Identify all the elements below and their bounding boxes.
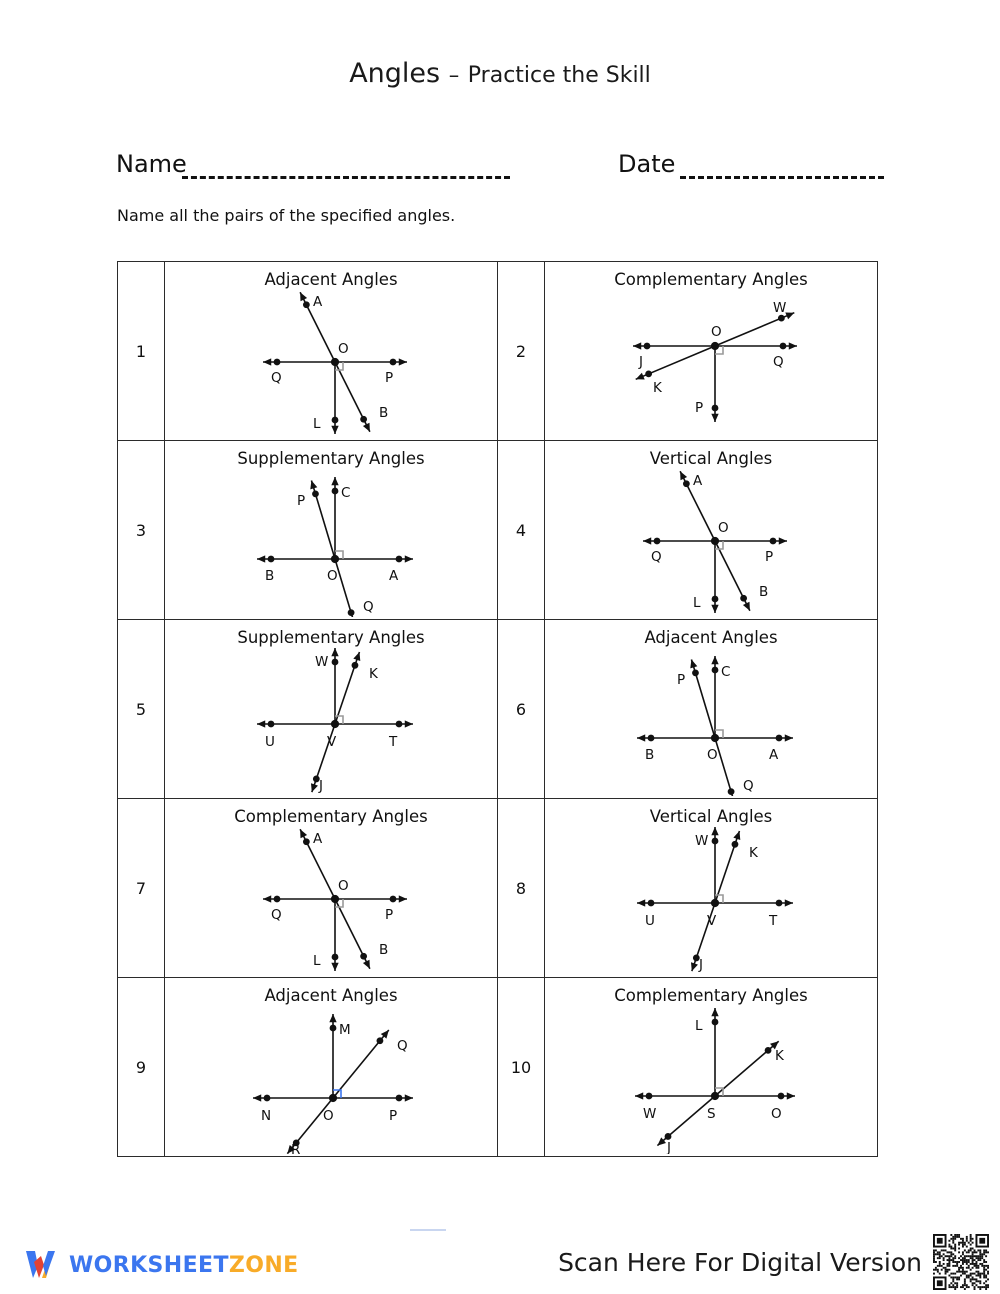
figure-title: Supplementary Angles xyxy=(237,628,425,647)
angle-diagram xyxy=(545,1000,877,1154)
name-date-row xyxy=(0,150,1000,190)
svg-text:L: L xyxy=(695,1018,703,1034)
problems-table-body xyxy=(118,262,878,1157)
table-row xyxy=(118,978,878,1157)
figure-title: Complementary Angles xyxy=(614,986,808,1005)
problem-number-cell xyxy=(498,978,545,1157)
svg-text:O: O xyxy=(707,747,718,763)
svg-text:A: A xyxy=(313,831,323,847)
figure-title: Adjacent Angles xyxy=(264,270,398,289)
svg-text:C: C xyxy=(341,485,351,501)
svg-text:N: N xyxy=(261,1108,272,1124)
problem-number-cell xyxy=(118,620,165,799)
problem-figure-cell[interactable] xyxy=(545,620,878,799)
figure-wrapper xyxy=(545,978,877,1156)
svg-text:O: O xyxy=(327,568,338,584)
problem-number-cell xyxy=(118,262,165,441)
svg-text:P: P xyxy=(695,400,704,416)
logo-text xyxy=(69,1253,299,1278)
svg-text:O: O xyxy=(338,878,349,894)
svg-text:O: O xyxy=(711,324,722,340)
svg-text:B: B xyxy=(759,584,769,600)
svg-text:S: S xyxy=(707,1106,716,1122)
svg-text:P: P xyxy=(385,370,394,386)
figure-title: Complementary Angles xyxy=(234,807,428,826)
svg-text:K: K xyxy=(775,1048,784,1064)
svg-text:J: J xyxy=(319,778,323,794)
figure-title: Supplementary Angles xyxy=(237,449,425,468)
qr-code-icon[interactable] xyxy=(930,1234,992,1290)
scan-prompt-text: Scan Here For Digital Version xyxy=(558,1248,922,1277)
svg-text:W: W xyxy=(315,654,329,670)
figure-wrapper xyxy=(165,799,497,977)
figure-title: Vertical Angles xyxy=(649,807,773,826)
svg-text:R: R xyxy=(291,1142,301,1154)
problem-number-cell xyxy=(498,441,545,620)
problem-number: 8 xyxy=(515,878,527,898)
svg-text:J: J xyxy=(639,354,643,370)
problem-figure-cell[interactable] xyxy=(545,262,878,441)
problem-number: 10 xyxy=(510,1057,532,1077)
svg-text:T: T xyxy=(389,734,398,750)
svg-text:P: P xyxy=(297,493,306,509)
figure-wrapper xyxy=(545,620,877,798)
angle-diagram xyxy=(165,284,497,438)
angle-diagram xyxy=(165,642,497,796)
figure-title: Complementary Angles xyxy=(614,270,808,289)
figure-title: Vertical Angles xyxy=(649,449,773,468)
figure-wrapper xyxy=(165,262,497,440)
svg-text:V: V xyxy=(327,734,337,750)
problem-number: 6 xyxy=(515,699,527,719)
problem-number: 7 xyxy=(135,878,147,898)
svg-text:W: W xyxy=(773,300,787,316)
problems-table xyxy=(117,261,878,1157)
svg-text:Q: Q xyxy=(363,599,374,615)
problem-figure-cell[interactable] xyxy=(165,262,498,441)
svg-text:K: K xyxy=(653,380,662,396)
svg-text:V: V xyxy=(707,913,717,929)
problem-figure-cell[interactable] xyxy=(545,799,878,978)
figure-wrapper xyxy=(545,799,877,977)
table-row xyxy=(118,262,878,441)
svg-text:P: P xyxy=(385,907,394,923)
angle-diagram xyxy=(545,821,877,975)
svg-text:O: O xyxy=(323,1108,334,1124)
table-row xyxy=(118,799,878,978)
footer-divider-tick xyxy=(410,1229,446,1231)
angle-diagram xyxy=(165,821,497,975)
figure-title: Adjacent Angles xyxy=(264,986,398,1005)
angle-diagram xyxy=(545,284,877,438)
title-dash: – xyxy=(448,63,460,87)
date-label: Date xyxy=(618,150,676,178)
figure-wrapper xyxy=(545,262,877,440)
problem-number: 5 xyxy=(135,699,147,719)
svg-text:Q: Q xyxy=(271,370,282,386)
problem-number-cell xyxy=(498,620,545,799)
svg-text:O: O xyxy=(771,1106,782,1122)
svg-text:W: W xyxy=(695,833,709,849)
svg-text:B: B xyxy=(379,942,389,958)
angle-diagram xyxy=(165,1000,497,1154)
problem-number: 9 xyxy=(135,1057,147,1077)
svg-text:M: M xyxy=(339,1022,351,1038)
angle-diagram xyxy=(545,463,877,617)
angle-diagram xyxy=(165,463,497,617)
directions-text: Name all the pairs of the specified angles. xyxy=(117,206,456,225)
svg-text:C: C xyxy=(721,664,731,680)
svg-text:U: U xyxy=(265,734,275,750)
svg-text:P: P xyxy=(389,1108,398,1124)
svg-text:Q: Q xyxy=(271,907,282,923)
svg-text:K: K xyxy=(369,666,378,682)
problem-number-cell xyxy=(118,978,165,1157)
figure-wrapper xyxy=(165,978,497,1156)
svg-text:J: J xyxy=(667,1140,671,1154)
svg-text:W: W xyxy=(643,1106,657,1122)
angle-diagram xyxy=(545,642,877,796)
problem-figure-cell[interactable] xyxy=(545,441,878,620)
name-label: Name xyxy=(116,150,187,178)
problem-figure-cell[interactable] xyxy=(165,799,498,978)
date-input-line[interactable] xyxy=(680,176,884,179)
title-subtitle: Practice the Skill xyxy=(467,63,651,88)
problem-number-cell xyxy=(498,799,545,978)
svg-text:P: P xyxy=(677,672,686,688)
problem-figure-cell[interactable] xyxy=(165,441,498,620)
svg-text:O: O xyxy=(718,520,729,536)
svg-text:Q: Q xyxy=(397,1038,408,1054)
figure-title: Adjacent Angles xyxy=(644,628,778,647)
svg-text:Q: Q xyxy=(651,549,662,565)
svg-text:B: B xyxy=(265,568,275,584)
svg-text:Q: Q xyxy=(773,354,784,370)
problem-number-cell xyxy=(118,799,165,978)
figure-wrapper xyxy=(165,620,497,798)
title-main: Angles xyxy=(349,58,441,89)
figure-wrapper xyxy=(165,441,497,619)
svg-text:B: B xyxy=(379,405,389,421)
problem-number-cell xyxy=(498,262,545,441)
problem-number-cell xyxy=(118,441,165,620)
svg-text:T: T xyxy=(769,913,778,929)
logo-text-zone: ZONE xyxy=(228,1252,299,1278)
svg-text:J: J xyxy=(699,957,703,973)
svg-text:U: U xyxy=(645,913,655,929)
svg-text:L: L xyxy=(693,595,701,611)
problem-figure-cell[interactable] xyxy=(165,978,498,1157)
name-input-line[interactable] xyxy=(182,176,510,179)
svg-text:P: P xyxy=(765,549,774,565)
svg-text:K: K xyxy=(749,845,758,861)
svg-text:A: A xyxy=(769,747,779,763)
svg-text:A: A xyxy=(389,568,399,584)
problem-number: 4 xyxy=(515,520,527,540)
page-title xyxy=(0,58,1000,89)
problem-number: 3 xyxy=(135,520,147,540)
problem-figure-cell[interactable] xyxy=(545,978,878,1157)
svg-text:O: O xyxy=(338,341,349,357)
svg-text:B: B xyxy=(645,747,655,763)
table-row xyxy=(118,620,878,799)
problem-figure-cell[interactable] xyxy=(165,620,498,799)
svg-text:Q: Q xyxy=(743,778,754,794)
figure-wrapper xyxy=(545,441,877,619)
table-row xyxy=(118,441,878,620)
problem-number: 1 xyxy=(135,341,147,361)
svg-text:L: L xyxy=(313,416,321,432)
logo-mark-icon xyxy=(24,1248,60,1282)
problem-number: 2 xyxy=(515,341,527,361)
svg-text:L: L xyxy=(313,953,321,969)
logo-text-worksheet: WORKSHEET xyxy=(69,1252,229,1278)
worksheet-zone-logo[interactable] xyxy=(24,1248,299,1282)
svg-text:A: A xyxy=(693,473,703,489)
svg-text:A: A xyxy=(313,294,323,310)
